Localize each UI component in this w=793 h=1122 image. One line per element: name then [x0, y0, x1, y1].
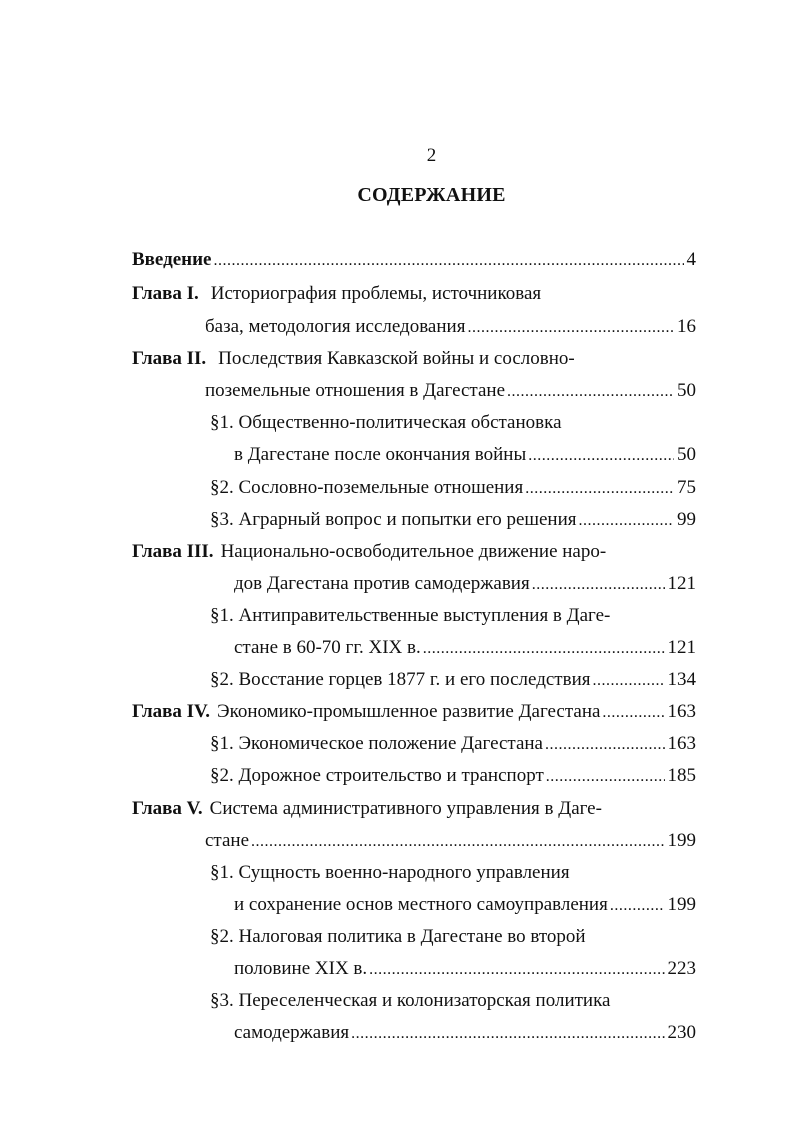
- toc-entry-label: Введение: [132, 249, 212, 270]
- dot-leader: [467, 316, 674, 340]
- dot-leader: [546, 765, 665, 789]
- toc-chapter-2-continuation: [205, 379, 696, 404]
- toc-section-4-1: [210, 732, 696, 757]
- toc-section-2-2: [210, 476, 696, 501]
- chapter-number: Глава III.: [132, 541, 214, 562]
- toc-section-5-1-heading: [210, 861, 570, 885]
- toc-entry-label: §2. Дорожное строительство и транспорт: [210, 765, 544, 786]
- chapter-title: Историография проблемы, источниковая: [210, 283, 542, 304]
- toc-entry-label: дов Дагестана против самодержавия: [234, 573, 530, 594]
- chapter-title: Национально-освободительное движение наро-: [220, 541, 607, 562]
- toc-entry-page: 134: [667, 669, 696, 690]
- chapter-title: Экономико-промышленное развитие Дагестана: [217, 701, 601, 722]
- toc-entry-label: стане в 60-70 гг. XIX в.: [234, 637, 421, 658]
- dot-leader: [532, 573, 665, 597]
- dot-leader: [525, 477, 674, 501]
- toc-section-2-1-continuation: [234, 443, 696, 468]
- toc-section-5-3-heading: [210, 989, 610, 1013]
- toc-entry-page: 163: [667, 733, 696, 754]
- section-title: §1. Антиправительственные выступления в Даге-: [210, 605, 611, 626]
- page-number: 2: [426, 145, 437, 166]
- toc-entry-page: 121: [667, 637, 696, 658]
- dot-leader: [579, 509, 674, 533]
- toc-section-5-2-continuation: [234, 957, 696, 982]
- toc-entry-page: 163: [667, 701, 696, 722]
- chapter-number: Глава II.: [132, 348, 207, 369]
- toc-entry-page: 50: [677, 444, 696, 465]
- dot-leader: [507, 380, 674, 404]
- dot-leader: [545, 733, 665, 757]
- toc-chapter-2-heading: [132, 347, 575, 371]
- dot-leader: [214, 249, 684, 273]
- toc-entry-page: 185: [667, 765, 696, 786]
- toc-section-3-2: [210, 668, 696, 693]
- toc-entry-label: и сохранение основ местного самоуправления: [234, 894, 608, 915]
- toc-section-5-3-continuation: [234, 1021, 696, 1046]
- chapter-number: Глава IV.: [132, 701, 211, 722]
- chapter-title: Последствия Кавказской войны и сословно-: [218, 348, 575, 369]
- chapter-title: Система административного управления в Даге-: [209, 798, 602, 819]
- toc-section-5-1-continuation: [234, 893, 696, 918]
- toc-entry-page: 199: [667, 830, 696, 851]
- toc-entry-label: §2. Сословно-поземельные отношения: [210, 477, 524, 498]
- dot-leader: [251, 830, 664, 854]
- toc-chapter-4: [132, 700, 696, 725]
- toc-chapter-1-continuation: [205, 315, 696, 340]
- toc-chapter-1-heading: [132, 282, 541, 306]
- toc-entry-page: 16: [677, 316, 696, 337]
- dot-leader: [592, 669, 664, 693]
- toc-entry-page: 50: [677, 380, 696, 401]
- toc-title: СОДЕРЖАНИЕ: [357, 184, 506, 206]
- toc-chapter-5-continuation: [205, 829, 696, 854]
- toc-entry-label: половине XIX в.: [234, 958, 368, 979]
- toc-entry-label: поземельные отношения в Дагестане: [205, 380, 506, 401]
- dot-leader: [423, 637, 665, 661]
- toc-chapter-5-heading: [132, 797, 602, 821]
- toc-entry-label: стане: [205, 830, 250, 851]
- chapter-number: Глава I.: [132, 283, 199, 304]
- toc-section-3-1-heading: [210, 604, 610, 628]
- toc-entry-page: 99: [677, 509, 696, 530]
- toc-chapter-3-continuation: [234, 572, 696, 597]
- dot-leader: [528, 444, 674, 468]
- section-title: §2. Налоговая политика в Дагестане во второй: [210, 926, 586, 947]
- toc-section-2-1-heading: [210, 411, 562, 435]
- toc-entry-label: в Дагестане после окончания войны: [234, 444, 527, 465]
- dot-leader: [610, 894, 665, 918]
- toc-section-2-3: [210, 508, 696, 533]
- section-title: §1. Общественно-политическая обстановка: [210, 412, 562, 433]
- toc-entry-label: §1. Экономическое положение Дагестана: [210, 733, 543, 754]
- toc-entry-page: 75: [677, 477, 696, 498]
- section-title: §1. Сущность военно-народного управления: [210, 862, 570, 883]
- dot-leader: [369, 958, 664, 982]
- toc-entry-introduction: [132, 248, 696, 273]
- toc-entry-page: 199: [667, 894, 696, 915]
- toc-section-3-1-continuation: [234, 636, 696, 661]
- toc-section-5-2-heading: [210, 925, 586, 949]
- dot-leader: [351, 1022, 664, 1046]
- toc-entry-page: 4: [686, 249, 696, 270]
- toc-entry-page: 121: [667, 573, 696, 594]
- dot-leader: [602, 701, 664, 725]
- toc-chapter-3-heading: [132, 540, 606, 564]
- toc-entry-label: §2. Восстание горцев 1877 г. и его последствия: [210, 669, 591, 690]
- chapter-number: Глава V.: [132, 798, 203, 819]
- toc-section-4-2: [210, 764, 696, 789]
- section-title: §3. Переселенческая и колонизаторская политика: [210, 990, 611, 1011]
- toc-entry-label: самодержавия: [234, 1022, 350, 1043]
- toc-entry-label: база, методология исследования: [205, 316, 466, 337]
- toc-entry-page: 223: [667, 958, 696, 979]
- toc-entry-label: §3. Аграрный вопрос и попытки его решения: [210, 509, 577, 530]
- toc-entry-page: 230: [667, 1022, 696, 1043]
